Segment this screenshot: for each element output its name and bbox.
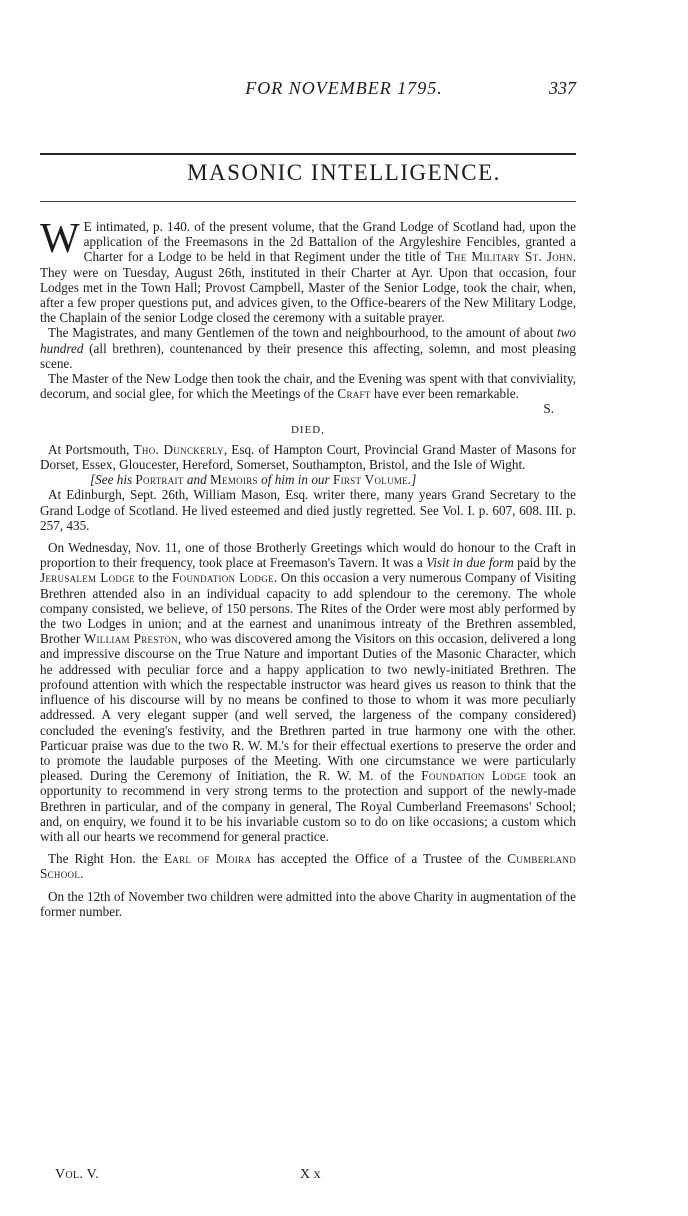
section-title: MASONIC INTELLIGENCE. — [187, 160, 501, 185]
died-heading: DIED, — [290, 423, 326, 436]
paragraph-charter: W E intimated, p. 140. of the present volume, that the Grand Lodge of Scotland had, upon the application of the Freemasons in the 2d Battalion of the Argyleshire Fencibles, granted a Charter for a Lodge to be held in that Regiment under the title of The Military St. John. They were on Tuesday, August 26th, instituted in their Charter at Ayr. Upon that occasion, four Lodges met in the Town Hall; Provost Campbell, Master of the Senior Lodge, took the chair, when, after a few proper questions put, and advices given, to the Office-bearers of the New Military Lodge, the Chaplain of the senior Lodge closed the ceremony with a suitable prayer. — [40, 216, 576, 326]
running-head: FOR NOVEMBER 1795. — [245, 78, 443, 98]
paragraph-earl-moira: The Right Hon. the Earl of Moira has accepted the Office of a Trustee of the Cumberland School. — [40, 851, 577, 882]
volume-label: Vol. V. — [55, 1167, 100, 1182]
signature-mark: X x — [300, 1167, 321, 1182]
paragraph-magistrates: The Magistrates, and many Gentlemen of the town and neighbourhood, to the amount of about two hundred (all brethren), countenanced by their presence this affecting, solemn, and most pleasing scene. — [40, 325, 576, 371]
bottom-rule — [40, 201, 576, 202]
drop-cap: W — [40, 216, 80, 262]
article-body — [40, 216, 577, 919]
signature-initial: S. — [543, 401, 554, 417]
cross-reference-note: [See his Portrait and Memoirs of him in our First Volume.] — [90, 472, 417, 488]
paragraph-dunckerly: At Portsmouth, Tho. Dunckerly, Esq. of Hampton Court, Provincial Grand Master of Masons for Dorset, Essex, Gloucester, Hereford, Somerset, Southampton, Bristol, and the Isle of Wight. — [40, 441, 576, 473]
paragraph-mason: At Edinburgh, Sept. 26th, William Mason, Esq. writer there, many years Grand Secretary to the Grand Lodge of Scotland. He lived esteemed and died justly regretted. See Vol. I. p. 607, 608. III. p. 257, 435. — [40, 487, 576, 533]
top-rule — [40, 153, 576, 155]
page-number: 337 — [549, 78, 576, 98]
paragraph-greeting: On Wednesday, Nov. 11, one of those Brotherly Greetings which would do honour to the Craft in proportion to their frequency, took place at Freemason's Tavern. It was a Visit in due form paid by the Jerusalem Lodge to the Foundation Lodge. On this occasion a very numerous Company of Visiting Brethren attended also in an individual capacity to add splendour to the ceremony. The whole company consisted, we believe, of 150 persons. The Rites of the Order were most ably performed by the two Lodges in union; and at the earnest and unanimous intreaty of the Brethren assembled, Brother William Preston, who was discovered among the Visitors on this occasion, delivered a long and impressive discourse on the True Nature and important Duties of the Masonic Character, which he addressed with peculiar force and a happy application to two newly-initiated Brethren. The profound attention with which the respectable instructor was heard gives us reason to think that the influence of his discourse will by no means be confined to those to whom it was more peculiarly addressed. A very elegant supper (and well served, the largeness of the company considered) concluded the evening's festivity, and the Brethren parted in true harmony one with the other. Particuar praise was due to the two R. W. M.'s for their effectual exertions to preserve the order and to promote the laudable purposes of the Meeting. With one circumstance we were particularly pleased. During the Ceremony of Initiation, the R. W. M. of the Foundation Lodge took an opportunity to recommend in very strong terms to the protection and support of the newly-made Brethren in particular, and of the company in general, The Royal Cumberland Freemasons' School; and, on enquiry, we found it to be his invariable custom so to do on like occasions; a custom which with all our hearts we recommend for general practice. — [40, 540, 576, 844]
paragraph-master: The Master of the New Lodge then took the chair, and the Evening was spent with that conviviality, decorum, and social glee, for which the Meetings of the Craft have ever been remarkable. — [40, 371, 576, 402]
paragraph-children-admitted: On the 12th of November two children were admitted into the above Charity in augmentation of the former number. — [40, 888, 576, 919]
